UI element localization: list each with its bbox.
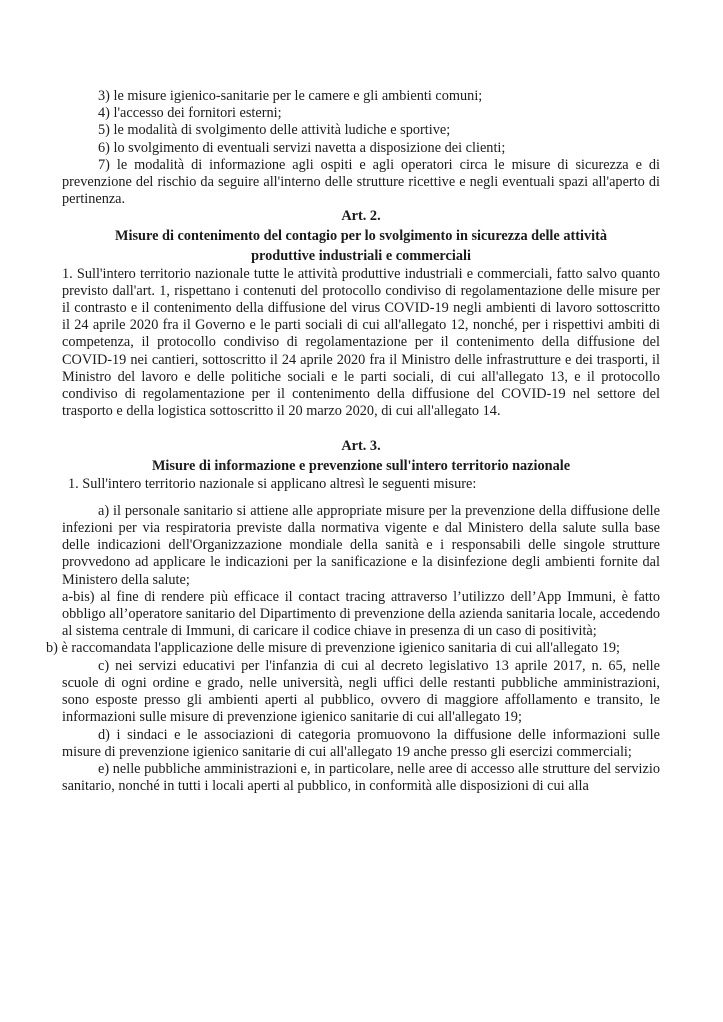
article-3-letter-a-bis: a-bis) al fine di rendere più efficace il contact tracing attraverso l’utilizzo dell’App Immuni, è fatto obbligo all’operatore sanitario del Dipartimento di prevenzione della azienda sanitaria locale, accedendo al sistema centrale di Immuni, di caricare il codice chiave in presenza di un caso di positività; xyxy=(62,588,660,640)
article-3-letter-b: b) è raccomandata l'applicazione delle misure di prevenzione igienico sanitaria di cui all'allegato 19; xyxy=(46,640,621,657)
article-3-letter-c: c) nei servizi educativi per l'infanzia di cui al decreto legislativo 13 aprile 2017, n. 65, nelle scuole di ogni ordine e grado, nelle università, negli uffici delle restanti pubbliche amministrazioni, sono esposte presso gli ambienti aperti al pubblico, ovvero di maggiore affollamento e transito, le informazioni sulle misure di prevenzione igienico sanitarie di cui all'allegato 19; xyxy=(62,657,660,726)
article-3-number: Art. 3. xyxy=(341,438,381,455)
list-item-6: 6) lo svolgimento di eventuali servizi navetta a disposizione dei clienti; xyxy=(98,139,506,156)
list-item-4: 4) l'accesso dei fornitori esterni; xyxy=(98,105,282,122)
list-item-3: 3) le misure igienico-sanitarie per le camere e gli ambienti comuni; xyxy=(98,88,483,104)
article-3-title: Misure di informazione e prevenzione sull'intero territorio nazionale xyxy=(151,457,571,474)
article-2-title: Misure di contenimento del contagio per lo svolgimento in sicurezza delle attività produttive industriali e commerciali xyxy=(115,227,607,264)
article-3-letter-a: a) il personale sanitario si attiene alle appropriate misure per la prevenzione della diffusione delle infezioni per via respiratoria previste dalla normativa vigente e dal Ministero della salute sulla base delle indicazioni dell'Organizzazione mondiale della sanità e i responsabili delle singole strutture provvedono ad applicare le indicazioni per la sanificazione e la disinfezione degli ambienti fornite dal Ministero della salute; xyxy=(62,502,660,588)
list-item-5: 5) le modalità di svolgimento delle attività ludiche e sportive; xyxy=(98,122,451,139)
article-2-number: Art. 2. xyxy=(341,208,381,225)
article-3-letter-e: e) nelle pubbliche amministrazioni e, in particolare, nelle aree di accesso alle strutture del servizio sanitario, nonché in tutti i locali aperti al pubblico, in conformità alle disposizioni di cui alla xyxy=(62,760,660,795)
article-3-intro: 1. Sull'intero territorio nazionale si applicano altresì le seguenti misure: xyxy=(68,475,477,492)
list-item-7: 7) le modalità di informazione agli ospiti e agli operatori circa le misure di sicurezza e di prevenzione del rischio da seguire all'interno delle strutture ricettive e negli eventuali spazi all'aperto di pertinenza. xyxy=(62,156,660,208)
article-3-letter-d: d) i sindaci e le associazioni di categoria promuovono la diffusione delle informazioni sulle misure di prevenzione igienico sanitarie di cui all'allegato 19 anche presso gli esercizi commerciali; xyxy=(62,726,660,760)
article-2-paragraph-1: 1. Sull'intero territorio nazionale tutte le attività produttive industriali e commerciali, fatto salvo quanto previsto dall'art. 1, rispettano i contenuti del protocollo condiviso di regolamentazione delle misure per il contrasto e il contenimento della diffusione del virus COVID-19 negli ambienti di lavoro sottoscritto il 24 aprile 2020 fra il Governo e le parti sociali di cui all'allegato 12, nonché, per i rispettivi ambiti di competenza, il protocollo condiviso di regolamentazione per il contenimento della diffusione del COVID-19 nei cantieri, sottoscritto il 24 aprile 2020 fra il Ministro delle infrastrutture e dei trasporti, il Ministro del lavoro e delle politiche sociali e le parti sociali, di cui all'allegato 13, e il protocollo condiviso di regolamentazione per il contenimento della diffusione del COVID-19 nel settore del trasporto e della logistica sottoscritto il 20 marzo 2020, di cui all'allegato 14. xyxy=(62,265,660,420)
